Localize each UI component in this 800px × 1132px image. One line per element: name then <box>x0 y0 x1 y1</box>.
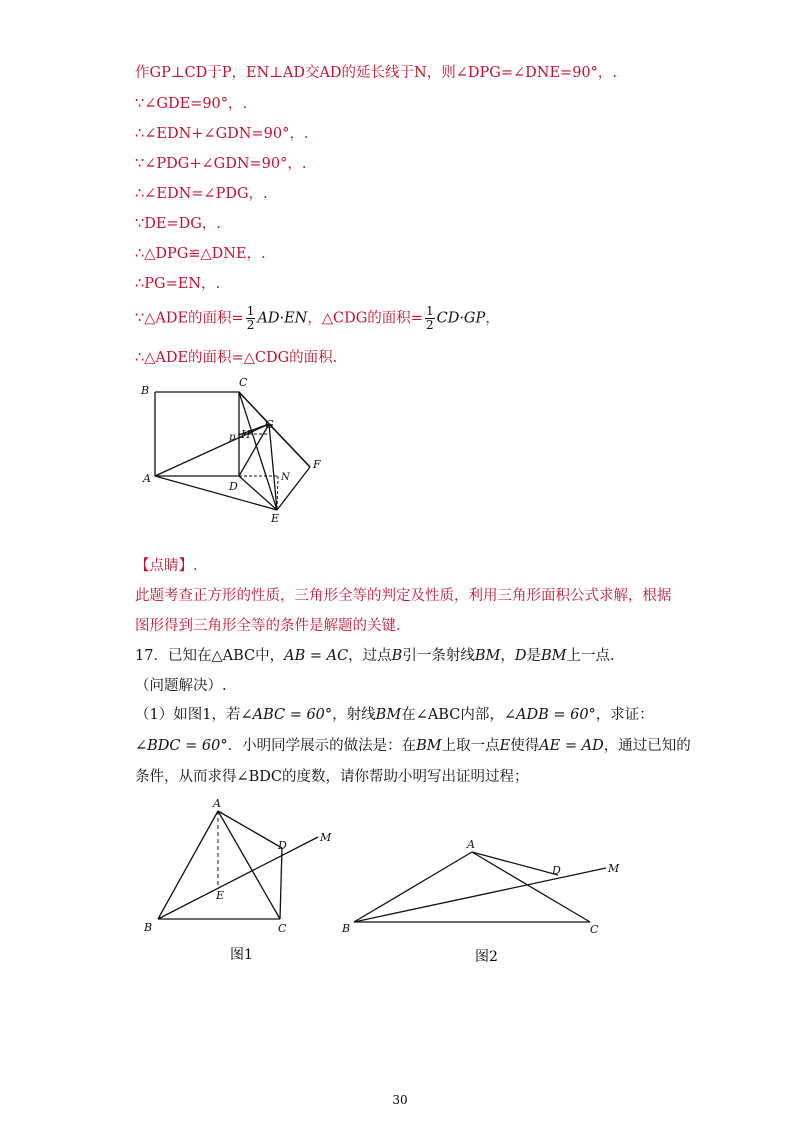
label-p: p <box>229 432 236 443</box>
fig1-label-d: D <box>278 839 287 852</box>
ad-en-expression: AD·EN <box>257 310 308 327</box>
fig2-label-d: D <box>552 864 561 877</box>
label-b: B <box>141 384 150 397</box>
label-h: H <box>241 428 251 441</box>
label-d: D <box>229 480 238 493</box>
label-g: G <box>265 418 274 431</box>
solution-line-1: 作GP⊥CD于P，EN⊥AD交AD的延长线于N，则∠DPG=∠DNE=90°，. <box>135 65 618 81</box>
fig1-label-a: A <box>213 797 221 810</box>
problem17-line-1: 17．已知在△ABC中，AB = AC，过点B引一条射线BM，D是BM上一点. <box>135 648 615 664</box>
figure-2-diagram <box>340 832 640 942</box>
area-cdg-text: ，△CDG的面积= <box>307 310 423 327</box>
problem17-line-2: （问题解决）. <box>135 678 227 694</box>
fig1-label-e: E <box>216 889 225 902</box>
label-c: C <box>239 376 248 389</box>
fig2-label-a: A <box>467 838 475 851</box>
dianjing-line-2: 图形得到三角形全等的条件是解题的关键. <box>135 618 401 634</box>
problem17-line-5: 条件，从而求得∠BDC的度数，请你帮助小明写出证明过程； <box>135 769 529 785</box>
figure-square-diagram <box>135 372 335 532</box>
solution-line-4: ∵∠PDG+∠GDN=90°，. <box>135 156 307 172</box>
comma: ， <box>485 310 500 327</box>
solution-line-5: ∴∠EDN=∠PDG，. <box>135 186 268 202</box>
label-a: A <box>143 472 151 485</box>
fig2-label-m: M <box>608 862 620 875</box>
label-f: F <box>313 458 321 471</box>
fig1-label-b: B <box>144 921 153 934</box>
figure-1-diagram <box>140 795 350 940</box>
area-ade-text: ∵△ADE的面积= <box>135 310 244 327</box>
problem17-line-3: （1）如图1，若∠ABC = 60°，射线BM在∠ABC内部，∠ADB = 60°，求证： <box>135 707 654 723</box>
fraction-half-1: $\frac{1}{2}$ <box>246 304 255 332</box>
solution-line-8: ∴PG=EN，. <box>135 276 221 292</box>
figure-2-caption: 图2 <box>475 949 498 965</box>
dianjing-title: 【点睛】. <box>135 558 198 574</box>
fig2-label-b: B <box>342 922 351 935</box>
page-number: 30 <box>392 1093 408 1107</box>
dianjing-line-1: 此题考查正方形的性质，三角形全等的判定及性质，利用三角形面积公式求解，根据 <box>135 588 672 604</box>
solution-line-3: ∴∠EDN+∠GDN=90°，. <box>135 126 309 142</box>
fraction-half-2: $\frac{1}{2}$ <box>425 304 434 332</box>
cd-gp-expression: CD·GP <box>436 310 486 327</box>
figure-1-caption: 图1 <box>230 947 253 963</box>
problem17-line-4: ∠BDC = 60°．小明同学展示的做法是：在BM上取一点E使得AE = AD，通过已知的 <box>135 738 691 754</box>
solution-line-2: ∵∠GDE=90°，. <box>135 96 248 112</box>
label-n: N <box>281 472 290 483</box>
fig2-label-c: C <box>590 923 599 936</box>
solution-line-9 <box>135 305 500 332</box>
fig1-label-c: C <box>278 922 287 935</box>
solution-line-6: ∵DE=DG，. <box>135 216 221 232</box>
fig1-label-m: M <box>320 831 332 844</box>
solution-line-10: ∴△ADE的面积=△CDG的面积. <box>135 350 338 366</box>
label-e: E <box>271 512 280 525</box>
solution-line-7: ∴△DPG≌△DNE，. <box>135 246 266 262</box>
